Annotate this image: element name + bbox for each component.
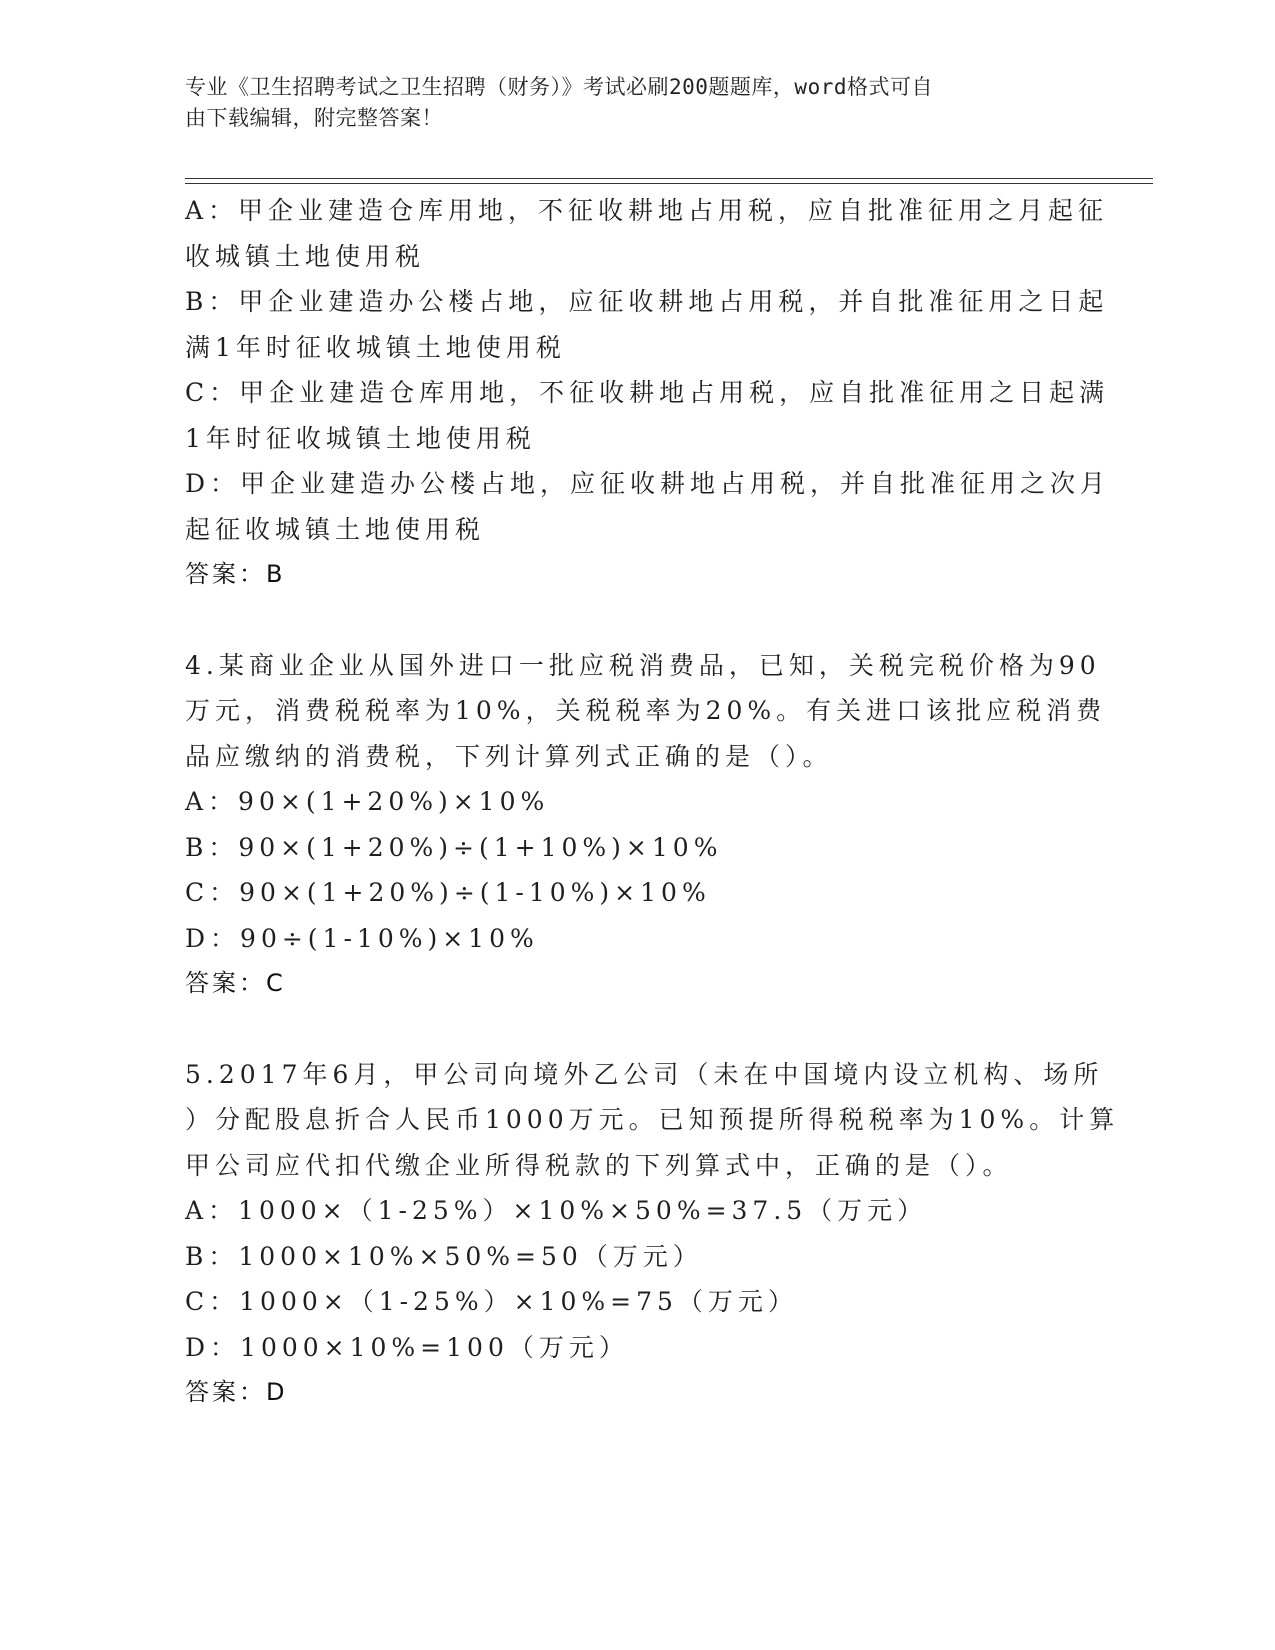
question-5-option: C：1000×（1-25%）×10%=75（万元） (185, 1287, 798, 1316)
spacer (185, 1007, 1085, 1052)
question-5-line: 甲公司应代扣代缴企业所得税款的下列算式中，正确的是（）。 (185, 1150, 1013, 1180)
question-5-option: D：1000×10%=100（万元） (185, 1332, 629, 1362)
question-4-option: D：90÷(1-10%)×10% (185, 923, 539, 953)
header-line-2: 由下载编辑，附完整答案！ (185, 106, 443, 130)
question-3-line: C：甲企业建造仓库用地，不征收耕地占用税，应自批准征用之日起满 (185, 378, 1110, 407)
question-5-answer: 答案：D (185, 1378, 288, 1406)
question-4-line: 品应缴纳的消费税，下列计算列式正确的是（）。 (185, 741, 833, 771)
header-divider-top (185, 178, 1153, 179)
question-5-line: ）分配股息折合人民币1000万元。已知预提所得税税率为10%。计算 (185, 1105, 1120, 1134)
question-4-line: 万元，消费税税率为10%，关税税率为20%。有关进口该批应税消费 (185, 696, 1107, 725)
question-4-option: A：90×(1+20%)×10% (185, 787, 550, 816)
question-5-option: A：1000×（1-25%）×10%×50%=37.5（万元） (185, 1196, 928, 1225)
question-5 (185, 1052, 1120, 1416)
question-4-option: B：90×(1+20%)÷(1+10%)×10% (185, 832, 723, 862)
question-3-line: D：甲企业建造办公楼占地，应征收耕地占用税，并自批准征用之次月 (185, 469, 1111, 498)
question-3-line: 满1年时征收城镇土地使用税 (185, 332, 566, 362)
spacer (185, 598, 1085, 643)
question-4-line: 4.某商业企业从国外进口一批应税消费品，已知，关税完税价格为90 (185, 650, 1101, 680)
question-3-line: 收城镇土地使用税 (185, 241, 426, 271)
header-divider-bottom (185, 183, 1153, 184)
question-4-answer: 答案：C (185, 969, 286, 997)
question-3-answer: 答案：B (185, 560, 286, 588)
question-3-line: A：甲企业建造仓库用地，不征收耕地占用税，应自批准征用之月起征 (185, 196, 1109, 225)
question-3-line: 1年时征收城镇土地使用税 (185, 423, 536, 453)
question-5-line: 5.2017年6月，甲公司向境外乙公司（未在中国境内设立机构、场所 (185, 1059, 1104, 1089)
question-3 (185, 188, 1111, 598)
question-4 (185, 643, 1107, 1007)
document-header (185, 72, 1065, 134)
question-3-line: 起征收城镇土地使用税 (185, 514, 486, 544)
question-4-option: C：90×(1+20%)÷(1-10%)×10% (185, 878, 711, 907)
question-3-line: B：甲企业建造办公楼占地，应征收耕地占用税，并自批准征用之日起 (185, 287, 1109, 316)
question-5-option: B：1000×10%×50%=50（万元） (185, 1241, 703, 1271)
header-line-1: 专业《卫生招聘考试之卫生招聘（财务）》考试必刷200题题库，word格式可自 (185, 75, 933, 99)
document-body (185, 188, 1120, 1416)
